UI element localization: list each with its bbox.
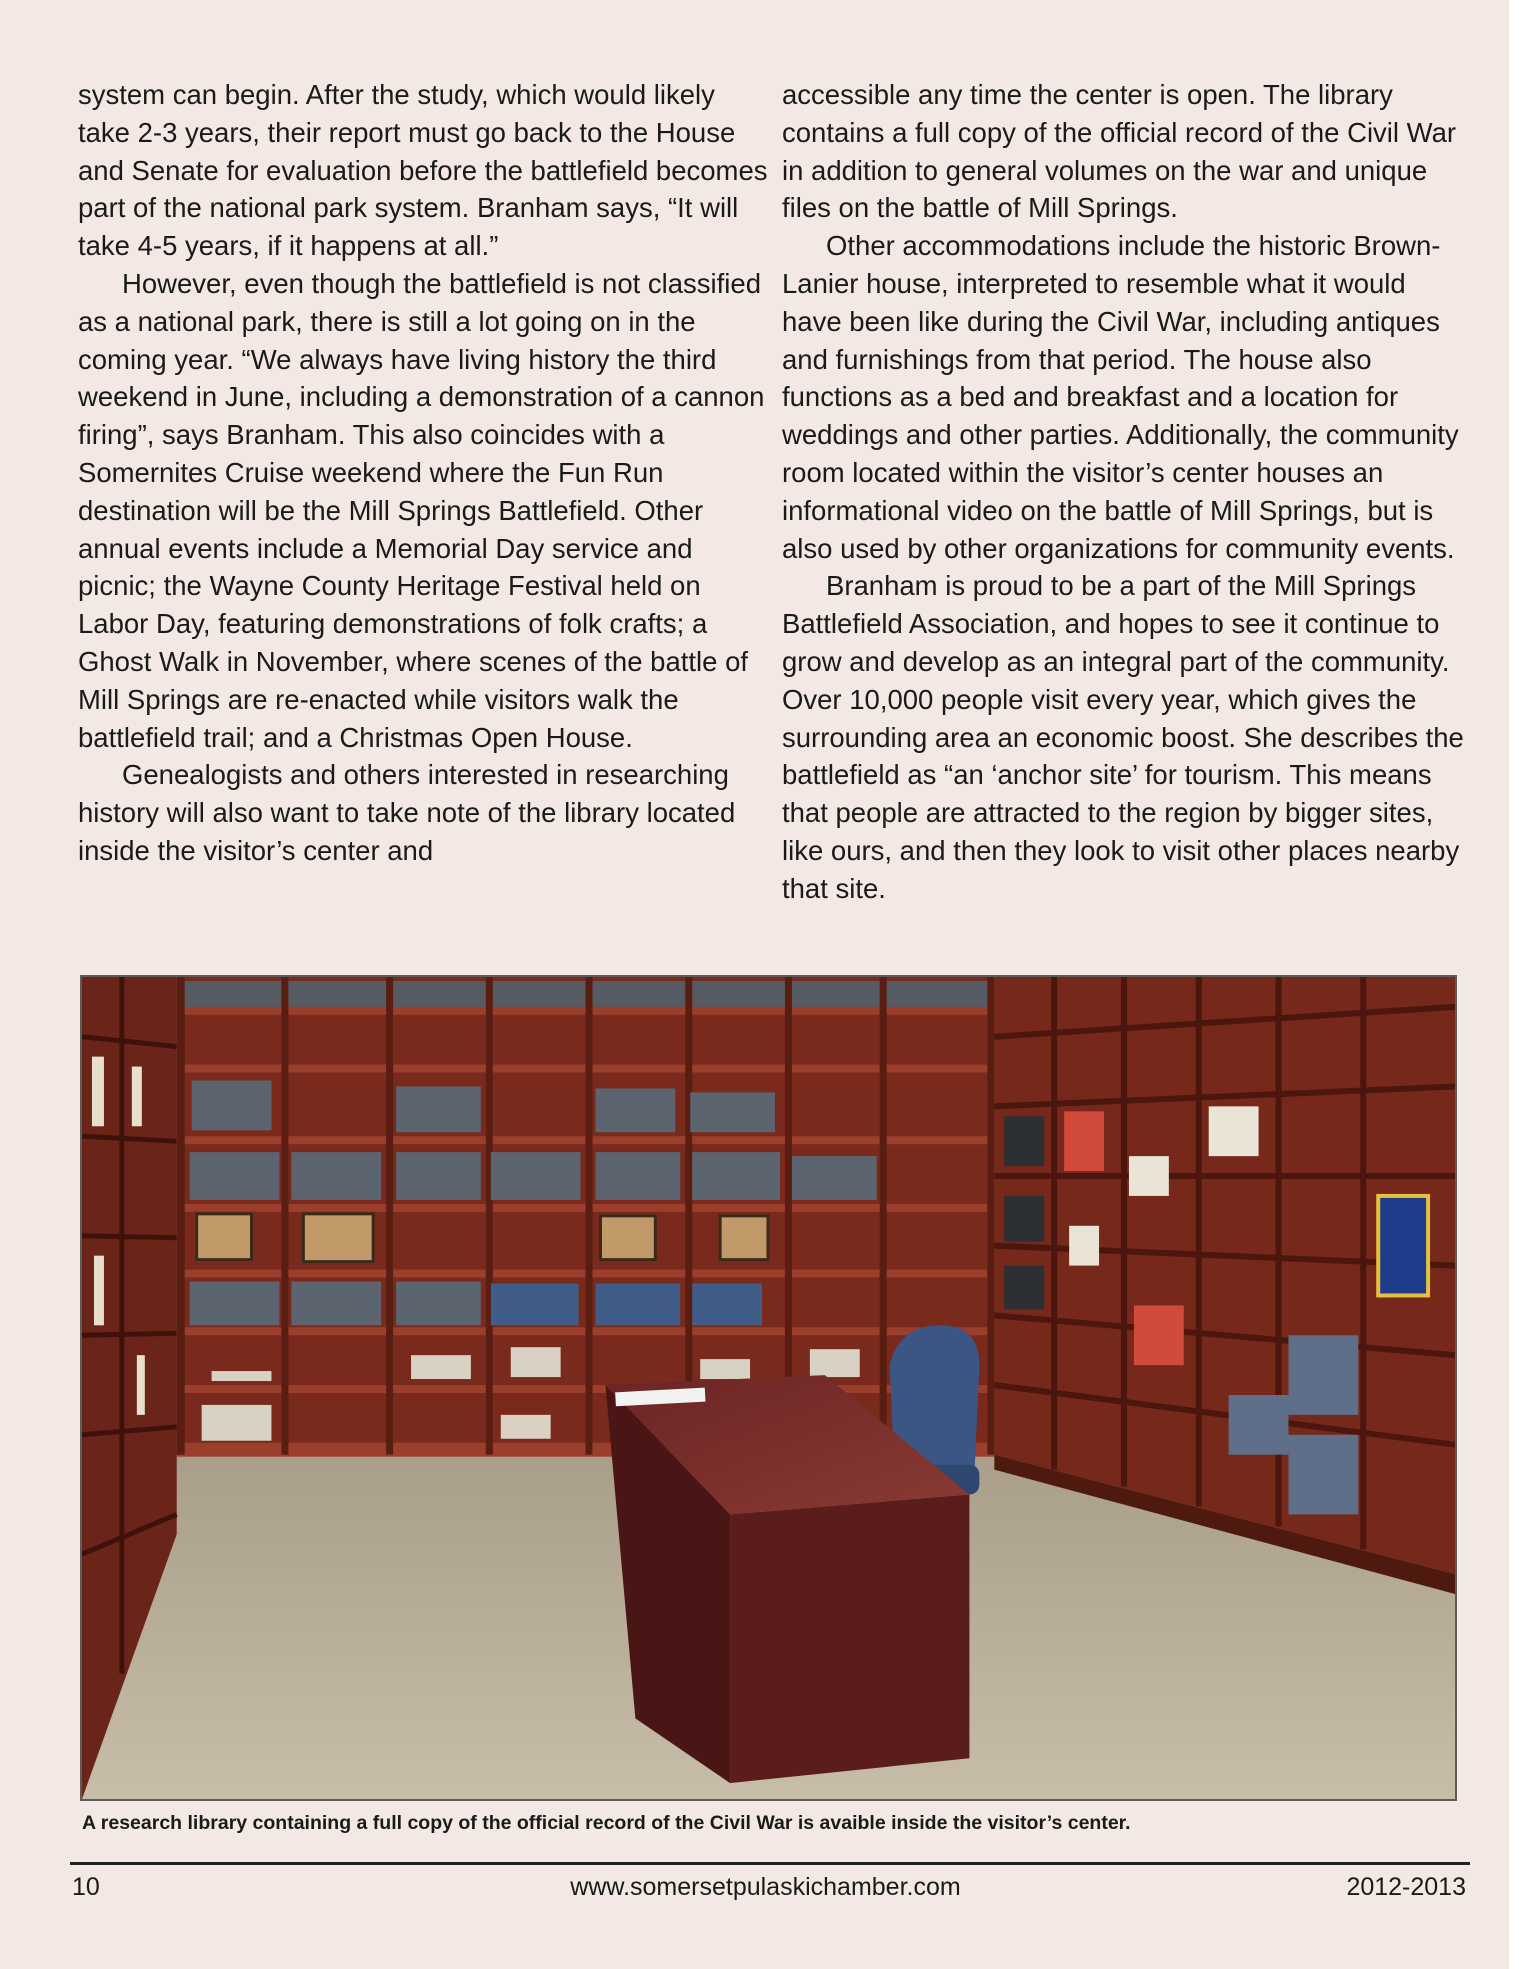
paragraph: Branham is proud to be a part of the Mill Springs Battlefield Association, and hopes to see it continue to grow and develop as an integral part of the community. Over 10,000 people visit every year, which gives the surrounding area an economic boost. She describes the battlefield as “an ‘anchor site’ for tourism. This means that people are attracted to the region by bigger sites, like ours, and then they look to visit other places nearby that site.	[782, 570, 1464, 904]
paragraph: Genealogists and others interested in researching history will also want to take note of the library located inside the visitor’s center and	[78, 759, 736, 866]
library-illustration	[82, 977, 1455, 1799]
page-right-margin	[1509, 0, 1531, 1969]
library-photo	[80, 975, 1457, 1801]
footer-year: 2012-2013	[1346, 1873, 1466, 1901]
photo-caption: A research library containing a full copy of the official record of the Civil War is avaible inside the visitor’s center.	[82, 1812, 1131, 1834]
paragraph: However, even though the battlefield is not classified as a national park, there is still a lot going on in the coming year. “We always have living history the third weekend in June, including a demonstration of a cannon firing”, says Branham. This also coincides with a Somernites Cruise weekend where the Fun Run destination will be the Mill Springs Battlefield. Other annual events include a Memorial Day service and picnic; the Wayne County Heritage Festival held on Labor Day, featuring demonstrations of folk crafts; a Ghost Walk in November, where scenes of the battle of Mill Springs are re-enacted while visitors walk the battlefield trail; and a Christmas Open House.	[78, 267, 765, 753]
article-left-column	[78, 76, 768, 870]
paragraph: system can begin. After the study, which would likely take 2-3 years, their report must go back to the House and Senate for evaluation before the battlefield becomes part of the national park system. Branham says, “It will take 4-5 years, if it happens at all.”	[78, 79, 768, 262]
footer-divider	[70, 1862, 1470, 1865]
footer-website: www.somersetpulaskichamber.com	[570, 1873, 961, 1901]
article-body	[78, 76, 1478, 956]
article-right-column	[782, 76, 1472, 908]
paragraph: Other accommodations include the historic Brown-Lanier house, interpreted to resemble what it would have been like during the Civil War, including antiques and furnishings from that period. The house also functions as a bed and breakfast and a location for weddings and other parties. Additionally, the community room located within the visitor’s center houses an informational video on the battle of Mill Springs, but is also used by other organizations for community events.	[782, 230, 1459, 564]
page-number: 10	[72, 1873, 100, 1901]
paragraph: accessible any time the center is open. The library contains a full copy of the official record of the Civil War in addition to general volumes on the war and unique files on the battle of Mill Springs.	[782, 79, 1457, 224]
